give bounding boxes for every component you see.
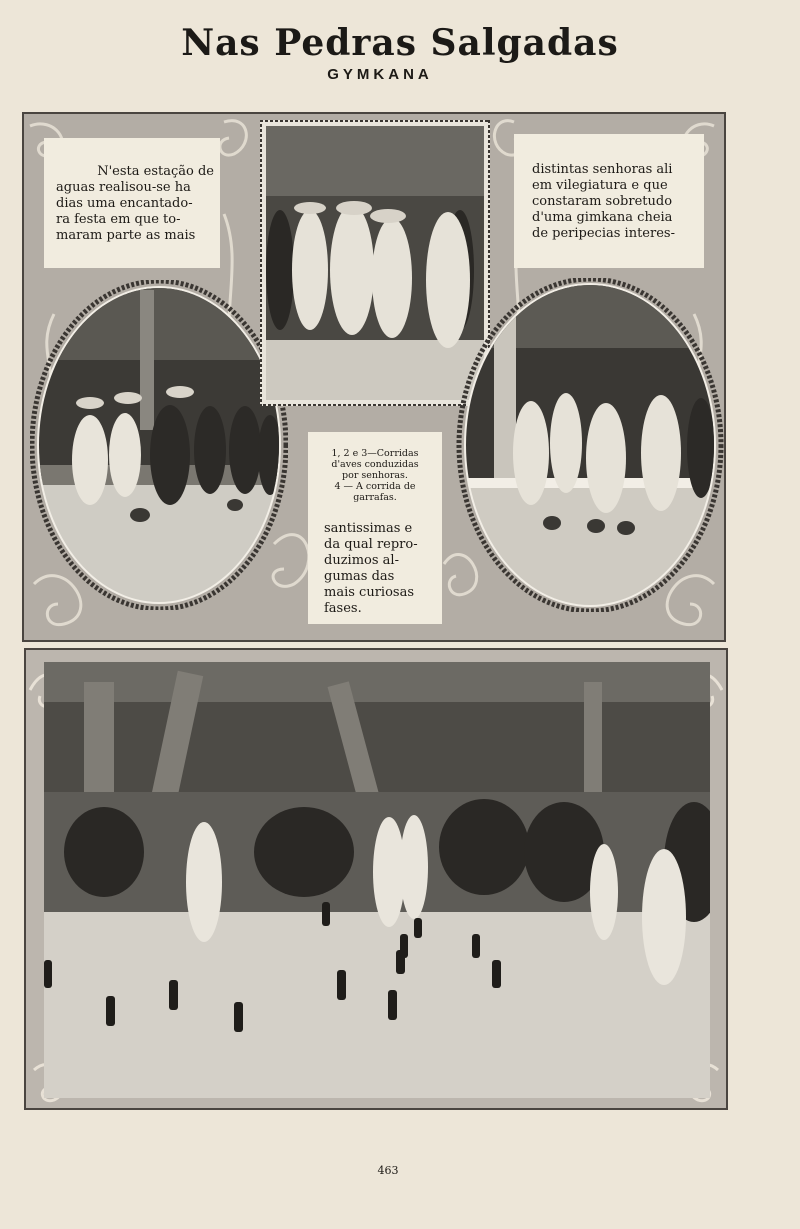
intro-text-right — [514, 134, 704, 268]
caption-line: 1, 2 e 3—Corridas — [331, 448, 419, 459]
photo-3-bird-race-oval — [456, 278, 724, 612]
text-line: em vilegiatura e que — [532, 178, 668, 193]
page-number: 463 — [377, 1164, 399, 1177]
text-line: gumas das — [324, 569, 395, 584]
page-subtitle: GYMKANA — [327, 66, 433, 83]
text-line: maram parte as mais — [56, 228, 196, 243]
text-line: santissimas e — [324, 521, 413, 536]
text-line: da qual repro- — [324, 537, 418, 552]
text-line: fases. — [324, 601, 362, 616]
caption-box — [308, 432, 442, 624]
caption-line: 4 — A corrida de — [334, 481, 416, 492]
text-line: dias uma encantado- — [56, 196, 193, 211]
text-line: constaram sobretudo — [532, 194, 673, 209]
text-line: duzimos al- — [324, 553, 399, 568]
text-line: aguas realisou-se ha — [56, 180, 191, 195]
caption-line: d'aves conduzidas — [331, 459, 419, 470]
caption-line: garrafas. — [353, 492, 397, 503]
photo-4-bottle-race — [44, 662, 710, 1098]
bottom-photo-panel — [24, 648, 728, 1110]
text-line: distintas senhoras ali — [532, 162, 673, 177]
top-photo-panel — [22, 112, 726, 642]
caption-line: por senhoras. — [342, 470, 408, 481]
text-line: mais curiosas — [324, 585, 414, 600]
text-line: N'esta estação de — [97, 164, 214, 179]
intro-text-left — [44, 138, 220, 268]
text-line: ra festa em que to- — [56, 212, 181, 227]
photo-1-bird-race-oval — [30, 280, 288, 610]
text-line: de peripecias interes- — [532, 226, 675, 241]
page-title: Nas Pedras Salgadas — [181, 22, 619, 64]
text-line: d'uma gimkana cheia — [532, 210, 673, 225]
